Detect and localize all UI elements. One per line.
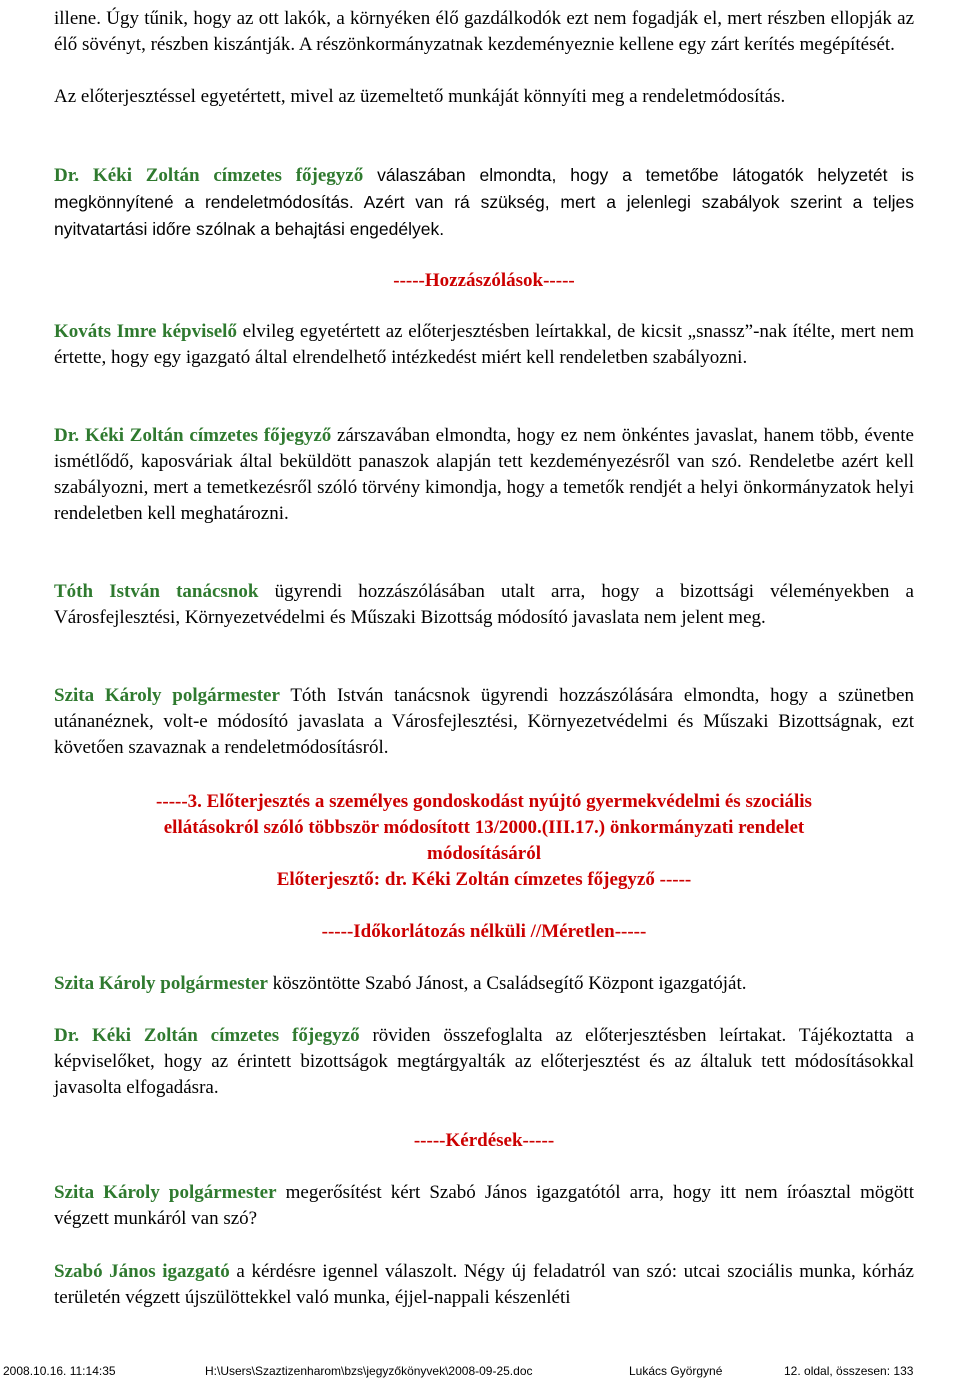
footer-author: Lukács Györgyné bbox=[629, 1364, 723, 1378]
speaker-name: Szita Károly polgármester bbox=[54, 685, 280, 706]
paragraph-10 bbox=[54, 1180, 914, 1232]
paragraph-1 bbox=[54, 6, 914, 58]
agenda-line: -----3. Előterjesztés a személyes gondoskodást nyújtó gyermekvédelmi és szociális bbox=[156, 791, 812, 812]
speaker-name: Kováts Imre képviselő bbox=[54, 321, 237, 342]
speaker-name: Szabó János igazgató bbox=[54, 1261, 230, 1282]
paragraph-text: megerősítést kért Szabó János igazgatótól arra, hogy itt nem íróasztal mögött végzett munkáról van szó? bbox=[54, 1182, 914, 1229]
paragraph-text: Azért van rá szükség, mert a jelenlegi szabályok szerint a teljes nyitvatartási időre szólnak a behajtási engedélyek. bbox=[54, 192, 914, 239]
speaker-name: Dr. Kéki Zoltán címzetes főjegyző bbox=[54, 165, 364, 186]
footer-datetime: 2008.10.16. 11:14:35 bbox=[3, 1364, 116, 1378]
speaker-name: Szita Károly polgármester bbox=[54, 973, 268, 994]
paragraph-text: a kérdésre igennel válaszolt. Négy új feladatról van szó: utcai szociális munka, kórház területén végzett újszülöttekkel való munka, éjjel-nappali készenléti bbox=[54, 1261, 914, 1308]
paragraph-text: ügyrendi hozzászólásában utalt arra, hogy a bizottsági véleményekben a Városfejlesztési, Környezetvédelmi és Műszaki Bizottság módosító javaslata nem jelent meg. bbox=[54, 581, 914, 628]
agenda-item-heading bbox=[54, 789, 914, 893]
section-heading-comments: -----Hozzászólások----- bbox=[393, 270, 575, 291]
paragraph-11 bbox=[54, 1259, 914, 1311]
page-footer bbox=[0, 1364, 960, 1382]
speaker-name: Tóth István tanácsnok bbox=[54, 581, 259, 602]
paragraph-3 bbox=[54, 162, 914, 243]
paragraph-2 bbox=[54, 84, 914, 110]
paragraph-6 bbox=[54, 579, 914, 631]
paragraph-text: illene. Úgy tűnik, hogy az ott lakók, a környéken élő gazdálkodók ezt nem fogadják el, mert részben ellopják az élő sövényt, részben kiszántják. A részönkormányzatnak kezdeményeznie kellene egy zárt kerítés megépítését. bbox=[54, 8, 914, 55]
paragraph-8 bbox=[54, 971, 914, 997]
paragraph-text: Az előterjesztéssel egyetértett, mivel az üzemeltető munkáját könnyíti meg a rendeletmódosítás. bbox=[54, 86, 786, 107]
paragraph-text: Tóth István tanácsnok ügyrendi hozzászólására elmondta, hogy a szünetben utánanéznek, volt-e módosító javaslata a Városfejlesztési, Környezetvédelmi és Műszaki Bizottságnak, ezt követően szavaznak a rendeletmódosításról. bbox=[54, 685, 914, 758]
speaker-name: Dr. Kéki Zoltán címzetes főjegyző bbox=[54, 425, 332, 446]
speaker-name: Szita Károly polgármester bbox=[54, 1182, 277, 1203]
paragraph-9 bbox=[54, 1023, 914, 1101]
footer-file-path: H:\Users\Szaztizenharom\bzs\jegyzőkönyvek\2008-09-25.doc bbox=[205, 1364, 533, 1378]
section-heading-time: -----Időkorlátozás nélküli //Méretlen----- bbox=[321, 921, 647, 942]
paragraph-5 bbox=[54, 423, 914, 527]
footer-page-number: 12. oldal, összesen: 133 bbox=[784, 1364, 914, 1378]
paragraph-4 bbox=[54, 319, 914, 371]
agenda-line: ellátásokról szóló többször módosított 13/2000.(III.17.) önkormányzati rendelet bbox=[163, 817, 805, 838]
paragraph-7 bbox=[54, 683, 914, 761]
section-heading-questions: -----Kérdések----- bbox=[413, 1130, 555, 1151]
paragraph-text: zárszavában elmondta, hogy ez nem önkéntes javaslat, hanem több, évente ismétlődő, kaposváriak által beküldött panaszok alapján tett kezdeményezésről van szó. Rendeletbe azért kell szabályozni, mert a temetkezésről szóló törvény kimondja, hogy a temetők rendjét a helyi önkormányzatok helyi rendeletben kell meghatározni. bbox=[54, 425, 914, 524]
paragraph-text: válaszában elmondta, hogy a temetőbe látogatók helyzetét is megkönnyítené a rendeletmódosítás. bbox=[54, 165, 914, 212]
agenda-line: módosításáról bbox=[427, 843, 541, 864]
paragraph-text: köszöntötte Szabó Jánost, a Családsegítő Központ igazgatóját. bbox=[267, 973, 747, 994]
agenda-presenter: Előterjesztő: dr. Kéki Zoltán címzetes főjegyző ----- bbox=[276, 869, 692, 890]
speaker-name: Dr. Kéki Zoltán címzetes főjegyző bbox=[54, 1025, 360, 1046]
paragraph-text: röviden összefoglalta az előterjesztésben leírtakat. Tájékoztatta a képviselőket, hogy az érintett bizottságok megtárgyalták az előterjesztést és az általuk tett módosításokkal javasolta elfogadásra. bbox=[54, 1025, 914, 1098]
paragraph-text: elvileg egyetértett az előterjesztésben leírtakkal, de kicsit „snassz”-nak ítélte, mert nem értette, hogy egy igazgató által elrendelhető intézkedést miért kell rendeletben szabályozni. bbox=[54, 321, 914, 368]
